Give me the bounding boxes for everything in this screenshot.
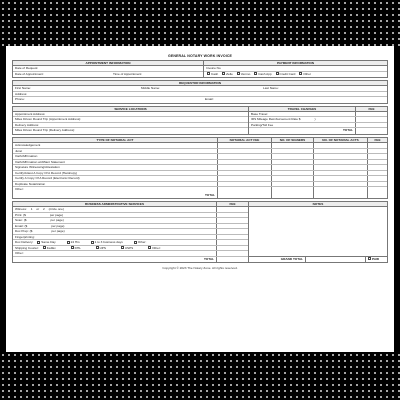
appointment-datetime-row: [13, 72, 203, 78]
notes-panel: [248, 202, 387, 262]
business-notes-section: [12, 201, 388, 263]
scan-row: [13, 218, 216, 223]
travel-fee-header: FEE: [355, 107, 387, 112]
per-page-label: per page): [49, 212, 64, 217]
payment-info: [203, 61, 387, 77]
label-shipping-other: Other:: [152, 245, 161, 250]
shipping-row: [13, 246, 216, 251]
witness-option-1[interactable]: 1: [30, 207, 33, 212]
fee-cell[interactable]: [367, 154, 387, 159]
mileage-rate-label: [249, 117, 355, 122]
date-of-request-field[interactable]: Date of Request:: [15, 66, 39, 70]
label-venmo: Venmo: [240, 71, 251, 76]
time-of-appointment-field[interactable]: Time of Appointment:: [113, 71, 143, 76]
notarial-act-fee-cell[interactable]: [217, 154, 271, 159]
business-fee-header: FEE: [216, 202, 248, 207]
date-of-appointment-field[interactable]: Date of Appointment:: [15, 71, 44, 76]
notarial-act-label: Acknowledgement: [15, 143, 41, 148]
shipping-label: Shipping Courier:: [15, 245, 39, 250]
notarial-act-label: Oath/Affirmation w/Affiant Statement: [15, 159, 65, 164]
signers-cell[interactable]: [271, 143, 313, 148]
fingerprinting-fee[interactable]: [216, 235, 248, 240]
travel-total-label: TOTAL: [342, 128, 353, 133]
doc-prep-row: [13, 229, 216, 234]
signers-cell[interactable]: [271, 160, 313, 165]
notarial-acts-cell[interactable]: [313, 149, 367, 154]
witness-fee[interactable]: [216, 207, 248, 212]
dot-pattern-bottom: [0, 352, 400, 400]
label-usps: USPS: [124, 245, 134, 250]
witness-label: Witness:: [15, 207, 27, 212]
notarial-act-label: Other:: [15, 187, 24, 192]
checkbox-shipping-other[interactable]: [148, 246, 151, 249]
notarial-act-fee-cell[interactable]: [217, 176, 271, 181]
fee-cell[interactable]: [367, 176, 387, 181]
checkbox-fedex[interactable]: [43, 246, 46, 249]
grand-total-value[interactable]: [305, 257, 365, 263]
address-field[interactable]: Address:: [15, 91, 28, 96]
mileage-paren: ): [314, 117, 316, 122]
label-zelle: Zelle: [226, 71, 233, 76]
notarial-acts-cell[interactable]: [313, 165, 367, 170]
notarial-act-header: TYPE OF NOTARIAL ACT: [13, 138, 217, 143]
requestor-section: [12, 80, 388, 104]
notarial-total-label: TOTAL: [204, 192, 215, 197]
doc-prep-fee[interactable]: [216, 229, 248, 234]
signers-cell[interactable]: [271, 171, 313, 176]
fee-cell[interactable]: [367, 149, 387, 154]
email-fee[interactable]: [216, 224, 248, 229]
shipping-fee[interactable]: [216, 246, 248, 251]
notarial-total-cell: [271, 193, 313, 199]
service-locations: [13, 107, 248, 134]
notarial-acts-cell[interactable]: [313, 176, 367, 181]
checkbox-1-3-days[interactable]: [91, 241, 94, 244]
notarial-act-fee-cell[interactable]: [217, 149, 271, 154]
label-cash-app: Cash App: [258, 71, 272, 76]
notarial-act-label: Jurat: [15, 148, 22, 153]
checkbox-dhl[interactable]: [71, 246, 74, 249]
fingerprinting-label: Fingerprinting:: [15, 234, 35, 239]
per-page-label: per page): [51, 229, 65, 234]
form-title: GENERAL NOTARY WORK INVOICE: [167, 54, 233, 58]
payment-header: PAYMENT INFORMATION: [204, 61, 387, 66]
business-services: [13, 202, 248, 262]
label-1-3-days: 1 to 3 business days: [94, 240, 123, 245]
notes-header: NOTES: [249, 202, 387, 207]
travel-total-value[interactable]: [355, 128, 387, 134]
scan-label: Scan: ($: [15, 218, 27, 223]
label-cash: Cash: [211, 71, 219, 76]
print-label: Print: ($: [15, 212, 26, 217]
business-other-fee[interactable]: [216, 251, 248, 256]
notarial-act-label: Certify/Attest A Copy Of A Record (Hardcopy): [15, 170, 78, 175]
invoice-no-field[interactable]: Invoice No.: [206, 66, 222, 70]
per-page-label: per page): [50, 218, 64, 223]
signers-cell[interactable]: [271, 154, 313, 159]
middle-name-field[interactable]: Middle Name:: [141, 86, 161, 91]
checkbox-usps[interactable]: [121, 246, 124, 249]
checkbox-venmo[interactable]: [237, 72, 240, 75]
fee-cell[interactable]: [367, 143, 387, 148]
label-same-day: Same Day: [41, 240, 56, 245]
paid-label: PAID: [372, 256, 380, 261]
notarial-total-row: [13, 193, 387, 199]
doc-delivery-fee[interactable]: [216, 240, 248, 245]
business-total-value[interactable]: [216, 257, 248, 263]
print-fee[interactable]: [216, 213, 248, 218]
notarial-act-fee-cell[interactable]: [217, 165, 271, 170]
last-name-field[interactable]: Last Name:: [263, 86, 279, 91]
mileage-rate-text: IRS Mileage Reimbursement Rate $: [251, 117, 301, 122]
service-locations-header: SERVICE LOCATIONS: [13, 107, 248, 112]
witness-circle-note: (circle one): [48, 207, 64, 212]
checkbox-zelle[interactable]: [222, 72, 225, 75]
business-other-label: Other:: [15, 251, 24, 256]
fee-cell[interactable]: [367, 171, 387, 176]
paid-cell: [365, 257, 387, 263]
phone-field[interactable]: Phone:: [15, 97, 25, 102]
delivery-address-field[interactable]: Delivery Address:: [15, 122, 40, 127]
notarial-total-value[interactable]: [367, 193, 387, 199]
notarial-act-fee-cell[interactable]: [217, 171, 271, 176]
label-fedex: FedEx: [46, 245, 56, 250]
notes-area[interactable]: [249, 207, 387, 257]
base-travel-fee[interactable]: [355, 112, 387, 117]
label-24-hrs: 24 Hrs: [70, 240, 80, 245]
signers-col-header: NO. OF SIGNERS: [271, 138, 313, 143]
parking-toll-fee[interactable]: [355, 123, 387, 128]
notarial-act-label: Certify A Copy Of A Record (Electronic Record): [15, 176, 80, 181]
requestor-header: REQUESTOR INFORMATION: [13, 81, 387, 86]
checkbox-cash-app[interactable]: [254, 72, 257, 75]
notarial-acts-cell[interactable]: [313, 171, 367, 176]
notarial-rows: [13, 143, 387, 193]
checkbox-other[interactable]: [299, 72, 302, 75]
doc-prep-label: Doc Prep: ($: [15, 229, 33, 234]
checkbox-delivery-other[interactable]: [134, 241, 137, 244]
parking-toll-label: Parking/Toll Fee: [251, 122, 274, 127]
checkbox-same-day[interactable]: [37, 241, 40, 244]
fee-col-header: FEE: [367, 138, 387, 143]
payment-methods-row: [204, 72, 387, 78]
travel-charges: [248, 107, 387, 134]
notarial-act-label: Signature Witnessing/Attestation: [15, 165, 60, 170]
notarial-acts-cell[interactable]: [313, 182, 367, 187]
label-ups: UPS: [99, 245, 106, 250]
notarial-act-label: Duplicate Notarization: [15, 181, 46, 186]
notarial-total-cell: [217, 193, 271, 199]
signers-cell[interactable]: [271, 165, 313, 170]
travel-charges-header: TRAVEL CHARGES: [249, 107, 355, 112]
witness-row: [13, 207, 216, 212]
notarial-act-fee-cell[interactable]: [217, 182, 271, 187]
business-header: BUSINESS ADMINISTRATIVE SERVICES: [13, 202, 216, 207]
service-row: [13, 128, 248, 134]
travel-total-row: [249, 128, 387, 134]
checkbox-credit-card[interactable]: [276, 72, 279, 75]
acts-col-header: NO. OF NOTARIAL ACTS: [313, 138, 367, 143]
notarial-act-fee-cell[interactable]: [217, 143, 271, 148]
notarial-acts-cell[interactable]: [313, 143, 367, 148]
doc-delivery-label: Doc Delivery:: [15, 240, 34, 245]
witness-or: or: [36, 207, 40, 212]
base-travel-label: Base Travel: [251, 111, 268, 116]
notarial-acts-cell[interactable]: [313, 154, 367, 159]
label-delivery-other: Other:: [137, 240, 147, 245]
witness-option-2[interactable]: 2: [43, 207, 45, 212]
invoice-page: [6, 46, 394, 352]
fee-cell[interactable]: [367, 160, 387, 165]
print-row: [13, 213, 216, 218]
doc-delivery-row: [13, 240, 216, 245]
first-name-field[interactable]: First Name:: [15, 86, 31, 91]
checkbox-ups[interactable]: [96, 246, 99, 249]
appointment-address-field[interactable]: Appointment Address:: [15, 111, 46, 116]
copyright-text: Copyright © 2023 The Notary Zone. All rights reserved.: [162, 266, 238, 271]
email-field[interactable]: Email:: [205, 97, 214, 102]
email-row: [13, 224, 216, 229]
scan-fee[interactable]: [216, 218, 248, 223]
fee-cell[interactable]: [367, 165, 387, 170]
signers-cell[interactable]: [271, 176, 313, 181]
per-page-label: per page): [51, 223, 65, 228]
business-total-label: TOTAL: [203, 256, 214, 261]
fee-cell[interactable]: [367, 182, 387, 187]
checkbox-cash[interactable]: [207, 72, 210, 75]
service-travel-section: [12, 106, 388, 135]
notarial-act-fee-cell[interactable]: [217, 160, 271, 165]
appointment-header: APPOINTMENT INFORMATION: [13, 61, 203, 66]
signers-cell[interactable]: [271, 182, 313, 187]
checkbox-24-hrs[interactable]: [67, 241, 70, 244]
grand-total-row: [249, 257, 387, 263]
notarial-total-cell: [313, 193, 367, 199]
email-label: Email: ($: [15, 223, 28, 228]
label-dhl: DHL: [74, 245, 81, 250]
dot-pattern-top: [0, 0, 400, 46]
miles-delivery-field[interactable]: Miles Driven Round Trip (Delivery Address):: [15, 128, 76, 133]
payment-methods: [204, 72, 311, 78]
checkbox-paid[interactable]: [368, 257, 371, 260]
requestor-contact-row: [13, 97, 387, 103]
notarial-act-label: Oath/Affirmation: [15, 154, 38, 159]
signers-cell[interactable]: [271, 149, 313, 154]
notarial-acts-section: [12, 137, 388, 199]
notarial-acts-cell[interactable]: [313, 160, 367, 165]
miles-appointment-field[interactable]: Miles Driven Round Trip (Appointment Address):: [15, 117, 82, 122]
notarial-fee-col-header: NOTARIAL ACT FEE: [217, 138, 271, 143]
grand-total-label: GRAND TOTAL: [280, 256, 303, 261]
business-total-row: [13, 257, 248, 263]
appointment-payment-section: [12, 60, 388, 78]
mileage-fee[interactable]: [355, 117, 387, 122]
label-other: Other: [303, 71, 311, 76]
label-credit-card: Credit Card: [279, 71, 296, 76]
appointment-info: [13, 61, 203, 77]
